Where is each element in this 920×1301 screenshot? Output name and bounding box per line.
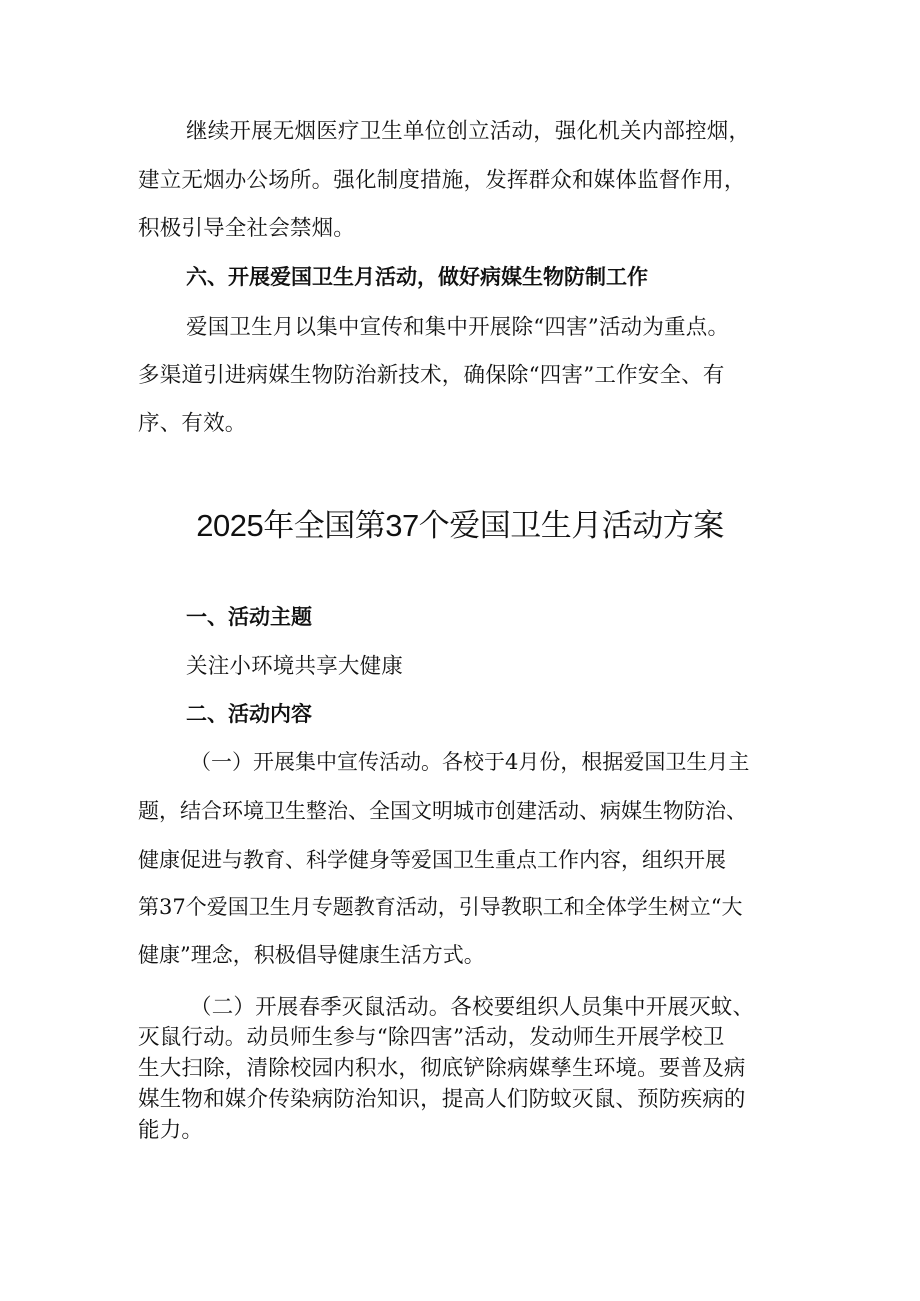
item1-line-3: 健康促进与教育、科学健身等爱国卫生重点工作内容，组织开展 [138,848,726,872]
document-title: 2025年全国第37个爱国卫生月活动方案 [196,508,724,543]
intro-line-1: 继续开展无烟医疗卫生单位创立活动，强化机关内部控烟， [186,119,751,144]
section6-line-3: 序、有效。 [138,411,247,436]
item2-line-5: 能力。 [138,1118,204,1143]
theme-heading: 一、活动主题 [186,605,312,629]
section6-heading: 六、开展爱国卫生月活动，做好病媒生物防制工作 [186,265,648,289]
section6-line-1: 爱国卫生月以集中宣传和集中开展除“四害”活动为重点。 [186,315,730,340]
item1-line-5: 健康”理念，积极倡导健康生活方式。 [138,943,485,967]
theme-text: 关注小环境共享大健康 [186,654,404,679]
item2-line-2: 灭鼠行动。动员师生参与“除四害”活动，发动师生开展学校卫 [138,1025,725,1050]
item2-line-4: 媒生物和媒介传染病防治知识，提高人们防蚊灭鼠、预防疾病的 [138,1087,746,1112]
item2-line-1: （二）开展春季灭鼠活动。各校要组织人员集中开展灭蚊、 [190,995,755,1020]
content-heading: 二、活动内容 [186,702,312,726]
section6-line-2: 多渠道引进病媒生物防治新技术，确保除“四害”工作安全、有 [138,363,725,388]
item1-line-4: 第37个爱国卫生月专题教育活动，引导教职工和全体学生树立“大 [138,895,743,919]
item1-line-1: （一）开展集中宣传活动。各校于4月份，根据爱国卫生月主 [190,750,750,774]
item2-line-3: 生大扫除，清除校园内积水，彻底铲除病媒孳生环境。要普及病 [138,1056,746,1081]
intro-line-3: 积极引导全社会禁烟。 [138,216,356,241]
intro-line-2: 建立无烟办公场所。强化制度措施，发挥群众和媒体监督作用， [138,168,746,193]
item1-line-2: 题，结合环境卫生整治、全国文明城市创建活动、病媒生物防治、 [138,799,747,823]
